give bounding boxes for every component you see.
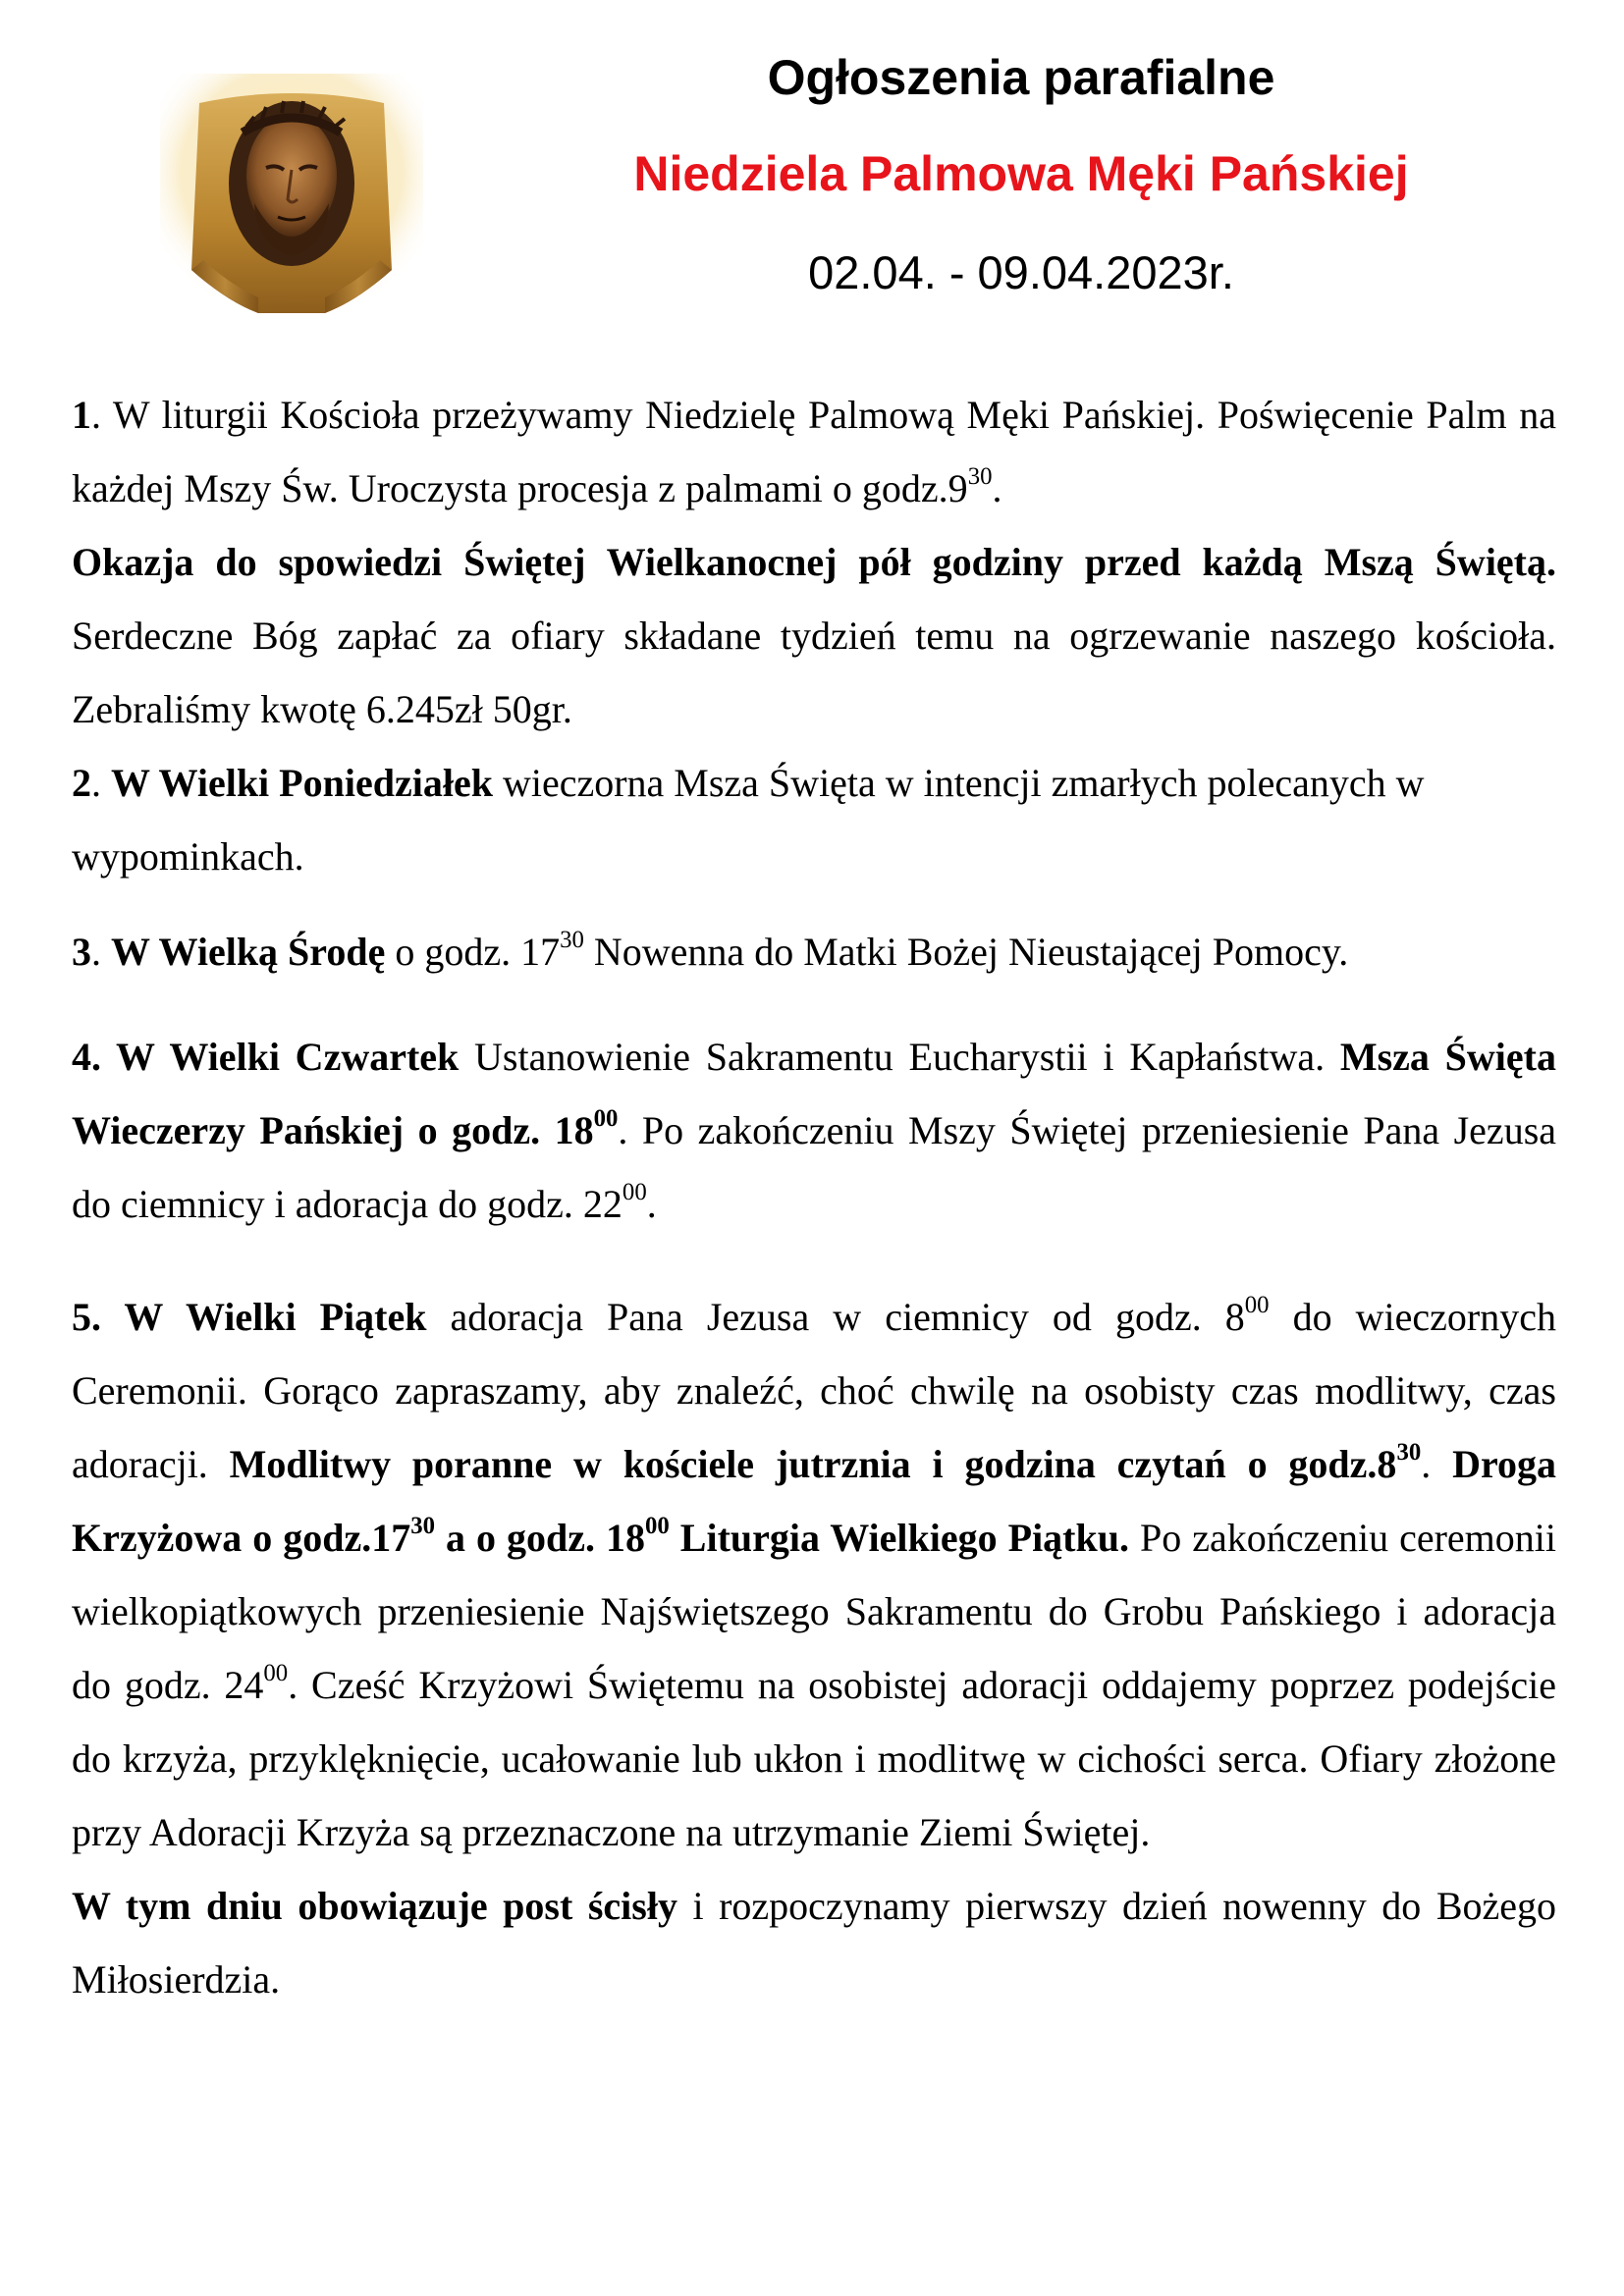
date-range: 02.04. - 09.04.2023r. bbox=[808, 246, 1234, 298]
veil-of-veronica-icon bbox=[160, 74, 423, 321]
page-subtitle: Niedziela Palmowa Męki Pańskiej bbox=[633, 146, 1409, 201]
announcement-5-fasting: W tym dniu obowiązuje post ścisły i rozpoczynamy pierwszy dzień nowenny do Bożego Miłosierdzia. bbox=[72, 1884, 1557, 2002]
announcement-1: 1. W liturgii Kościoła przeżywamy Niedzielę Palmową Męki Pańskiej. Poświęcenie Palm na każdej Mszy Św. Uroczysta procesja z palmami o $godz.9^{30}$. bbox=[72, 393, 1556, 510]
announcement-4: 4. W Wielki Czwartek Ustanowienie Sakramentu Eucharystii i Kapłaństwa. Msza Święta Wieczerzy Pańskiej o godz. $18^{00}$. Po zakończeniu Mszy Świętej przeniesienie Pana Jezusa do ciemnicy i adoracja do godz. $22^{00}$. bbox=[72, 1035, 1557, 1226]
announcement-3: 3. W Wielką Środę o godz. $17^{30}$ Nowenna do Matki Bożej Nieustającej Pomocy. bbox=[72, 927, 1349, 974]
announcement-2: 2. W Wielki Poniedziałek wieczorna Msza Święta w intencji zmarłych polecanych w wypominkach. bbox=[72, 761, 1425, 879]
announcement-1-confession: Okazja do spowiedzi Świętej Wielkanocnej pół godziny przed każdą Mszą Świętą. Serdeczne Bóg zapłać za ofiary składane tydzień temu na ogrzewanie naszego kościoła. Zebraliśmy kwotę 6.245zł 50gr. bbox=[72, 540, 1556, 731]
announcements-body bbox=[72, 378, 1556, 2016]
announcement-5: 5. W Wielki Piątek adoracja Pana Jezusa w ciemnicy od godz. $8^{00}$ do wieczornych Ceremonii. Gorąco zapraszamy, aby znaleźć, choć chwilę na osobisty czas modlitwy, czas adoracji. Modlitwy poranne w kościele jutrznia i godzina czytań o $godz.8^{30}$. Droga Krzyżowa o $godz.17^{30}$ a o godz. $18^{00}$ Liturgia Wielkiego Piątku. Po zakończeniu ceremonii wielkopiątkowych przeniesienie Najświętszego Sakramentu do Grobu Pańskiego i adoracja do godz. $24^{00}$. Cześć Krzyżowi Świętemu na osobistej adoracji oddajemy poprzez podejście do krzyża, przyklęknięcie, ucałowanie lub ukłon i modlitwę w cichości serca. Ofiary złożone przy Adoracji Krzyża są przeznaczone na utrzymanie Ziemi Świętej. bbox=[72, 1292, 1557, 1854]
page-title: Ogłoszenia parafialne bbox=[767, 50, 1275, 105]
